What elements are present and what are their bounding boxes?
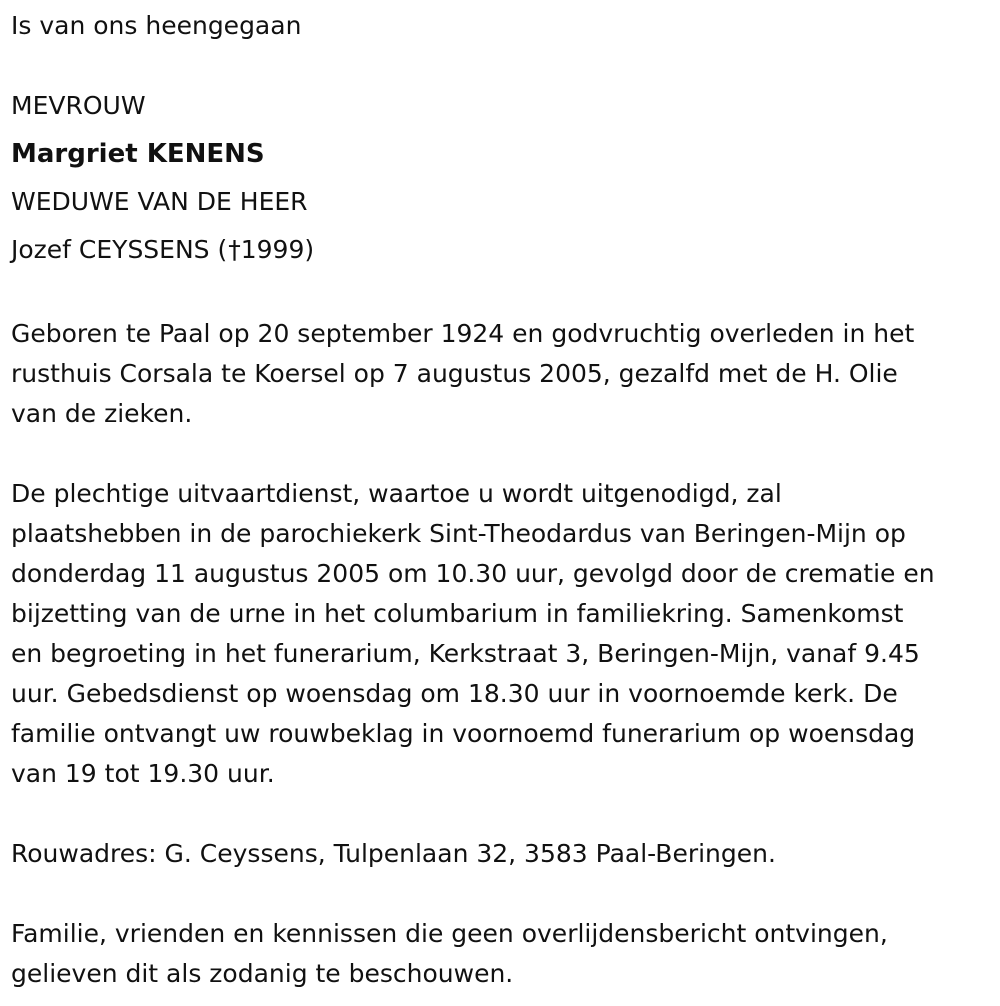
paragraph-line: gelieven dit als zodanig te beschouwen. xyxy=(11,959,514,988)
birth-paragraph xyxy=(11,314,991,434)
paragraph-line: uur. Gebedsdienst op woensdag om 18.30 uur in voornoemde kerk. De xyxy=(11,679,898,708)
paragraph-line: donderdag 11 augustus 2005 om 10.30 uur, gevolgd door de crematie en xyxy=(11,559,935,588)
spacer xyxy=(11,274,991,314)
intro-text: Is van ons heengegaan xyxy=(11,11,302,40)
spouse-death-year: 1999) xyxy=(240,235,315,264)
paragraph-line: bijzetting van de urne in het columbarium in familiekring. Samenkomst xyxy=(11,599,904,628)
obituary-notice xyxy=(11,6,991,994)
paragraph-line: Familie, vrienden en kennissen die geen overlijdensbericht ontvingen, xyxy=(11,919,888,948)
paragraph-line: familie ontvangt uw rouwbeklag in voornoemd funerarium op woensdag xyxy=(11,719,916,748)
paragraph-line: van de zieken. xyxy=(11,399,193,428)
paragraph-line: plaatshebben in de parochiekerk Sint-Theodardus van Beringen-Mijn op xyxy=(11,519,906,548)
cross-icon: † xyxy=(228,235,241,264)
paragraph-line: Geboren te Paal op 20 september 1924 en godvruchtig overleden in het xyxy=(11,319,915,348)
paragraph-line: rusthuis Corsala te Koersel op 7 augustus 2005, gezalfd met de H. Olie xyxy=(11,359,898,388)
spouse-line xyxy=(11,226,991,274)
paragraph-line: De plechtige uitvaartdienst, waartoe u wordt uitgenodigd, zal xyxy=(11,479,782,508)
paragraph-line: van 19 tot 19.30 uur. xyxy=(11,759,275,788)
spouse-name: Jozef CEYSSENS ( xyxy=(11,235,228,264)
closing-paragraph xyxy=(11,914,991,994)
deceased-name: Margriet KENENS xyxy=(11,139,265,169)
paragraph-line: en begroeting in het funerarium, Kerkstraat 3, Beringen-Mijn, vanaf 9.45 xyxy=(11,639,920,668)
funeral-paragraph xyxy=(11,474,991,794)
spacer xyxy=(11,434,991,474)
title-prefix: MEVROUW xyxy=(11,91,146,120)
widow-of-text: WEDUWE VAN DE HEER xyxy=(11,187,308,216)
spacer xyxy=(11,794,991,834)
mourning-address: Rouwadres: G. Ceyssens, Tulpenlaan 32, 3583 Paal-Beringen. xyxy=(11,839,776,868)
spacer xyxy=(11,46,991,82)
spacer xyxy=(11,874,991,914)
